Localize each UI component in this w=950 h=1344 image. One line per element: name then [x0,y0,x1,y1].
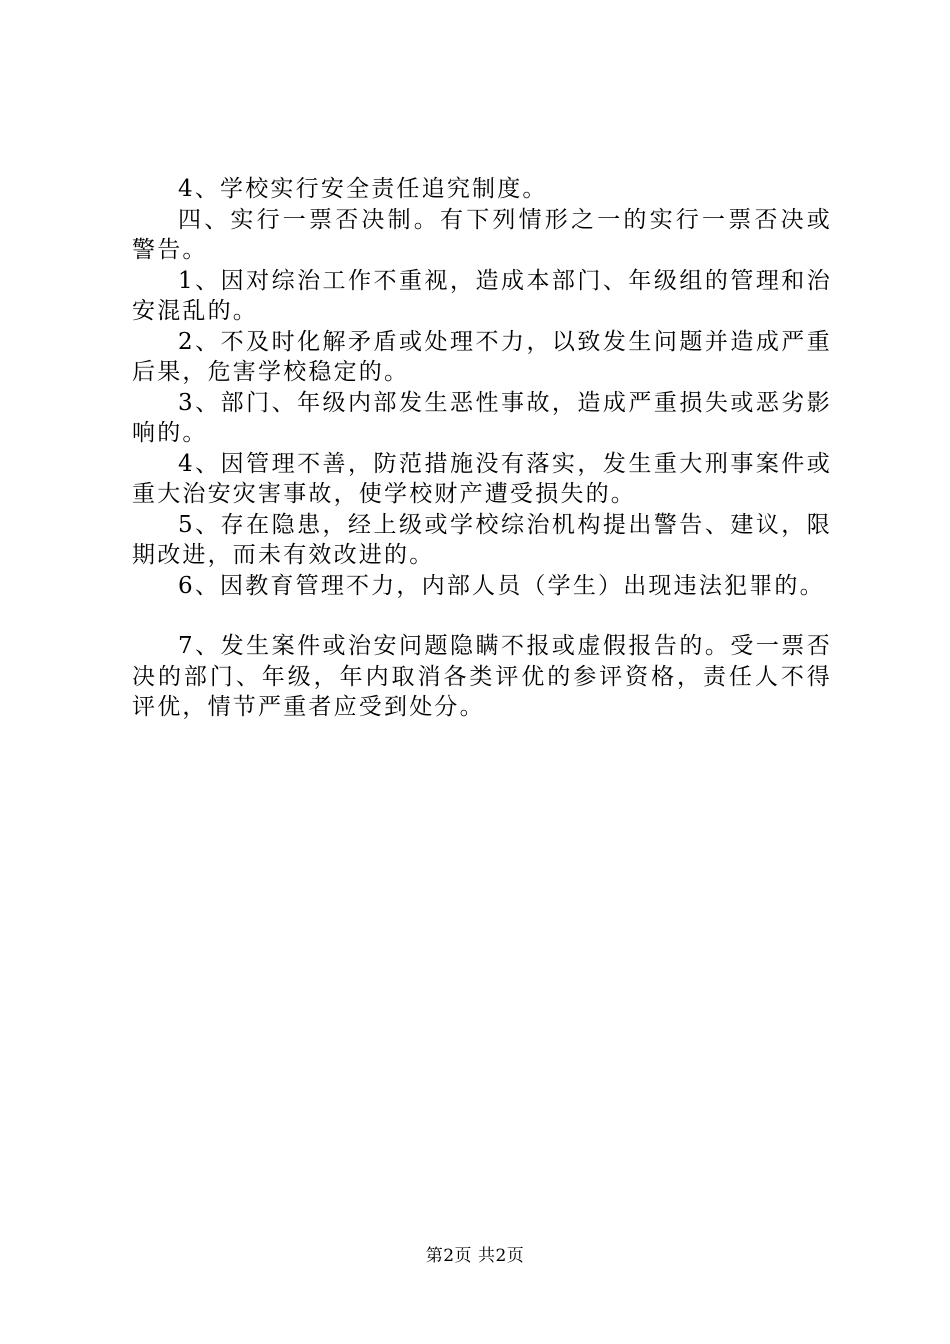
paragraph-section-four-veto: 四、实行一票否决制。有下列情形之一的实行一票否决或警告。 [132,206,832,263]
paragraph-veto-case-1: 1、因对综治工作不重视，造成本部门、年级组的管理和治安混乱的。 [132,267,832,324]
paragraph-veto-case-6: 6、因教育管理不力，内部人员（学生）出现违法犯罪的。 [178,572,825,599]
paragraph-item-4-accountability: 4、学校实行安全责任追究制度。 [178,176,548,202]
paragraph-veto-case-4: 4、因管理不善，防范措施没有落实，发生重大刑事案件或重大治安灾害事故，使学校财产遭受损失的。 [132,450,832,507]
paragraph-veto-case-7: 7、发生案件或治安问题隐瞒不报或虚假报告的。受一票否决的部门、年级，年内取消各类评优的参评资格，责任人不得评优，情节严重者应受到处分。 [132,633,832,720]
paragraph-veto-case-2: 2、不及时化解矛盾或处理不力，以致发生问题并造成严重后果，危害学校稳定的。 [132,328,832,385]
paragraph-veto-case-5: 5、存在隐患，经上级或学校综治机构提出警告、建议，限期改进，而未有效改进的。 [132,511,832,568]
document-body [132,174,832,723]
page-footer [0,1245,950,1267]
page-number-label: 第2页 共2页 [425,1246,525,1266]
paragraph-veto-case-3: 3、部门、年级内部发生恶性事故，造成严重损失或恶劣影响的。 [132,389,832,446]
